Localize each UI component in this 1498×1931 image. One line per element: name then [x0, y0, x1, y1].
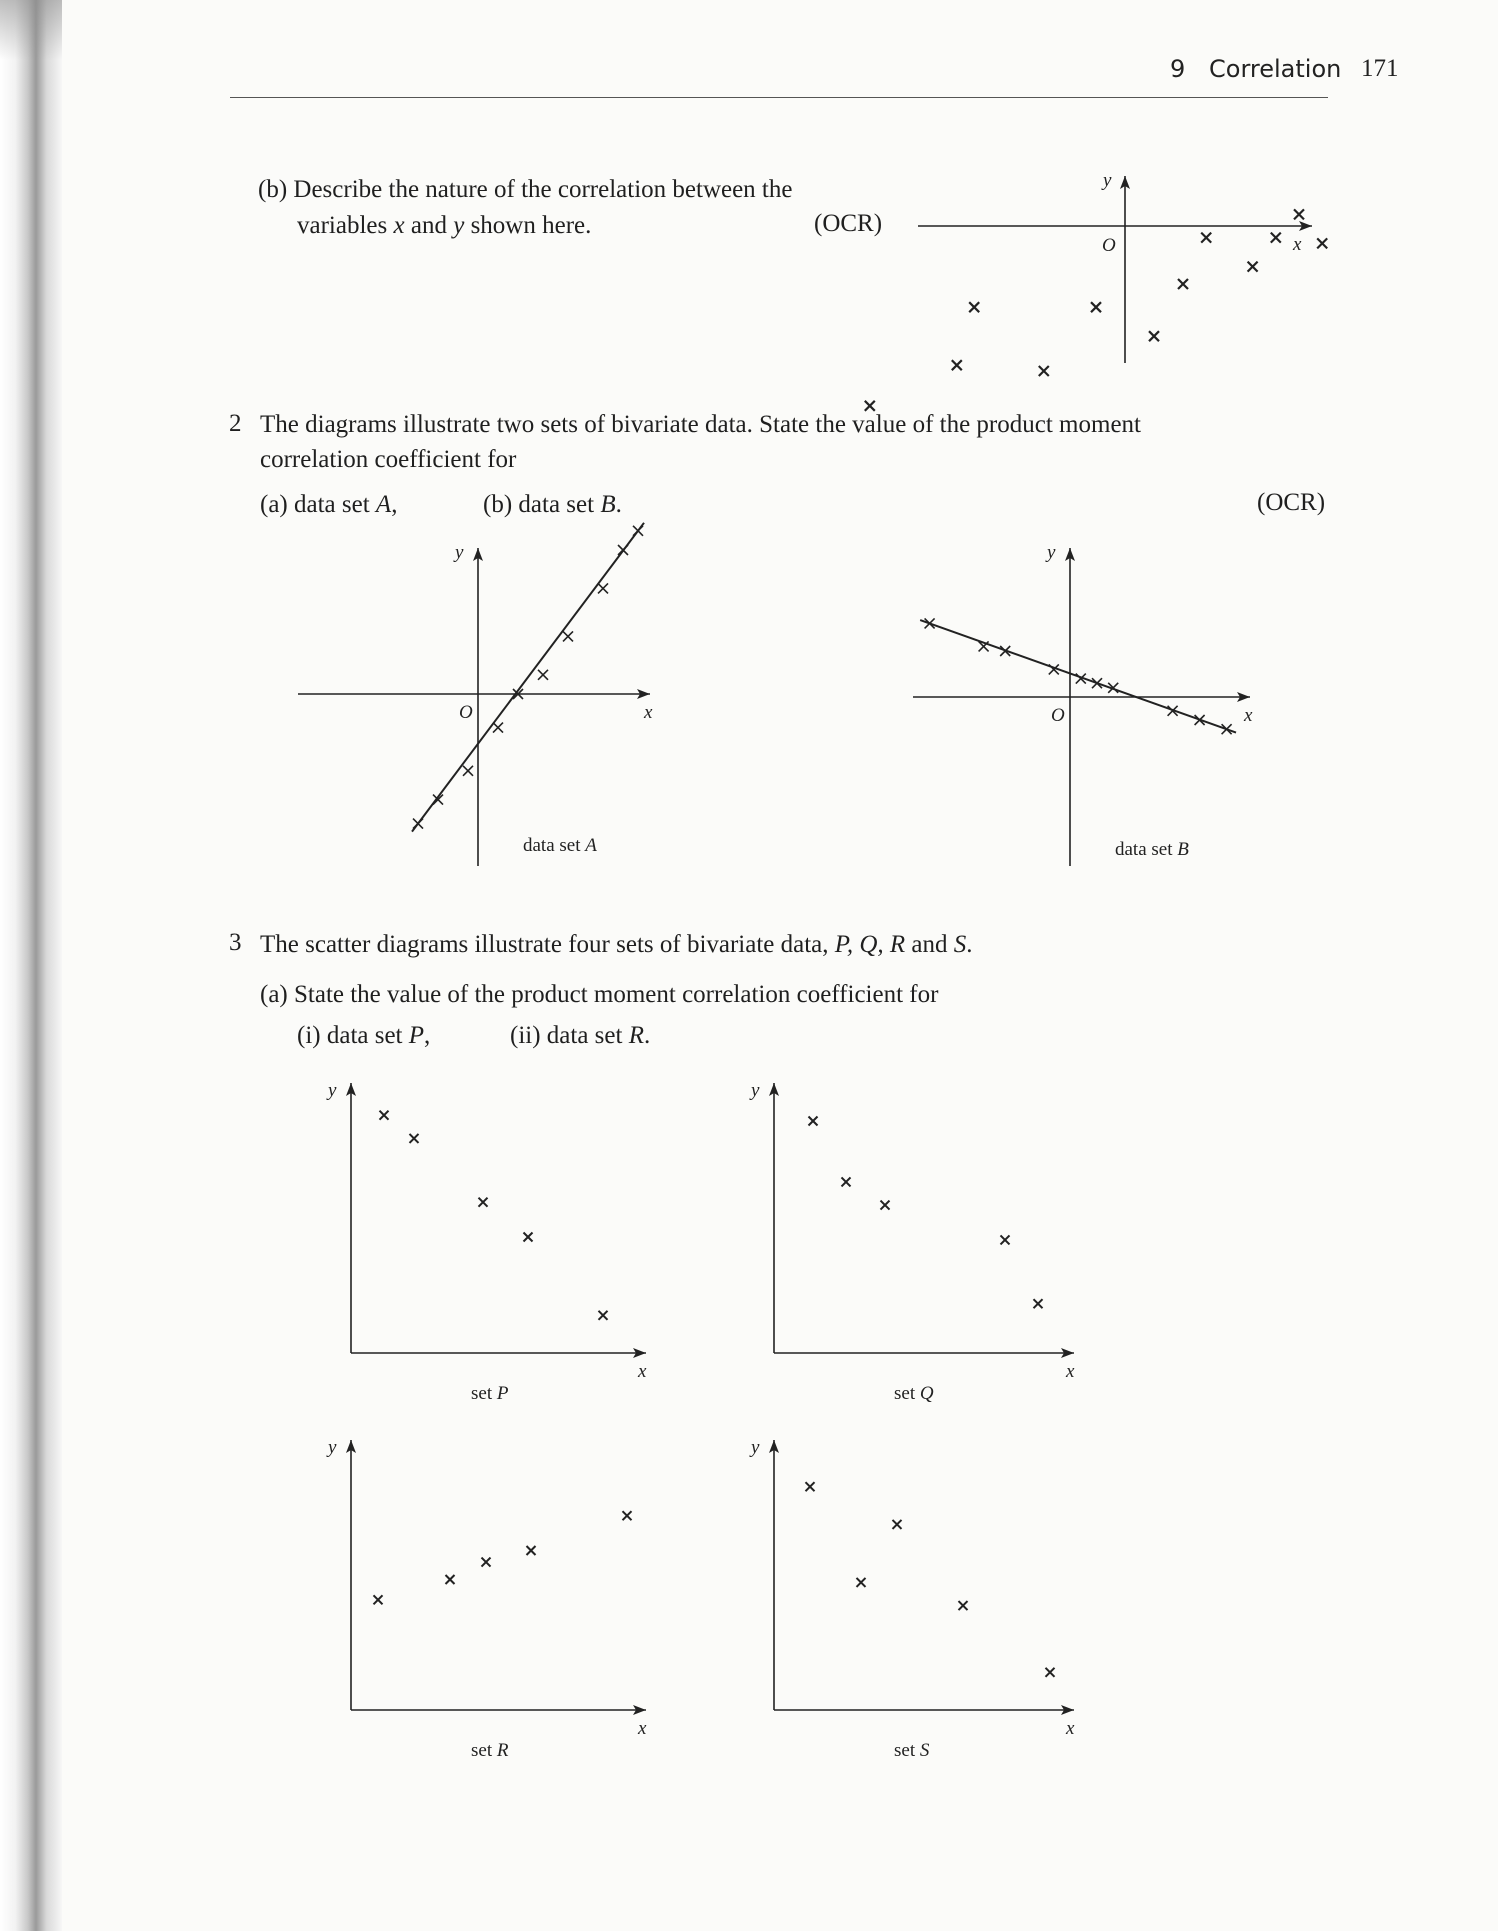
set-r-point-1: [446, 1575, 455, 1584]
set-q-y-label: y: [751, 1080, 760, 1101]
q1b-point-7: [1201, 233, 1211, 243]
q2-part-a: (a) data set A,: [260, 491, 398, 518]
q1b-point-3: [1039, 366, 1049, 376]
set-s-caption: set S: [894, 1740, 930, 1761]
data-set-b-point-9: [1222, 724, 1232, 734]
data-set-a-point-9: [633, 526, 643, 536]
q3-sub-i: (i) data set P,: [297, 1022, 431, 1049]
set-p-point-2: [479, 1198, 488, 1207]
set-r-caption: set R: [471, 1740, 509, 1761]
data-set-b-point-0: [925, 618, 935, 628]
q3-sub-ii: (ii) data set R.: [510, 1022, 651, 1049]
q2-number: 2: [229, 410, 242, 437]
q2-part-b: (b) data set B.: [483, 491, 622, 518]
q3-line1: The scatter diagrams illustrate four sets of bivariate data, P, Q, R and S.: [260, 931, 973, 958]
data-set-a-point-7: [598, 583, 608, 593]
set-r-x-label: x: [638, 1718, 647, 1739]
set-q-x-label: x: [1066, 1361, 1075, 1382]
set-q-point-2: [881, 1201, 890, 1210]
set-r-point-3: [527, 1546, 536, 1555]
q2-line2: correlation coefficient for: [260, 446, 517, 473]
set-p-caption: set P: [471, 1383, 509, 1404]
q3-part-a: (a) State the value of the product moment correlation coefficient for: [260, 981, 939, 1008]
set-q-point-0: [809, 1117, 818, 1126]
q1b-point-4: [1091, 302, 1101, 312]
set-q-caption: set Q: [894, 1383, 934, 1404]
data-set-b-caption: data set B: [1115, 839, 1189, 860]
q1b-y-label: y: [1103, 170, 1112, 191]
q1b-x-label: x: [1293, 234, 1302, 255]
data-set-a-caption: data set A: [523, 835, 597, 856]
q1b-point-5: [1149, 331, 1159, 341]
q1b-point-11: [1317, 238, 1327, 248]
q1b-line2: variables x and y shown here.: [297, 212, 592, 239]
set-r-point-4: [623, 1511, 632, 1520]
data-set-a-fit-line: [412, 523, 644, 832]
set-s-point-1: [857, 1578, 866, 1587]
set-p-y-label: y: [328, 1080, 337, 1101]
data-set-a-point-8: [618, 545, 628, 555]
set-s-y-label: y: [751, 1437, 760, 1458]
q1b-source: (OCR): [814, 210, 883, 237]
page-number: 171: [1361, 55, 1399, 82]
data-set-b-x-label: x: [1244, 705, 1253, 726]
set-p-point-3: [524, 1233, 533, 1242]
q1b-label: (b): [258, 176, 288, 203]
q1b-point-2: [969, 302, 979, 312]
set-r-point-0: [374, 1595, 383, 1604]
set-r-y-label: y: [328, 1437, 337, 1458]
q1b-point-1: [952, 360, 962, 370]
data-set-b-origin-label: O: [1051, 705, 1065, 726]
chapter-number: 9: [1170, 55, 1186, 83]
set-p-point-4: [599, 1311, 608, 1320]
data-set-a-origin-label: O: [459, 702, 473, 723]
set-s-point-4: [1046, 1668, 1055, 1677]
set-p-point-1: [410, 1134, 419, 1143]
data-set-a-point-0: [413, 819, 423, 829]
q2-line1: The diagrams illustrate two sets of bivariate data. State the value of the product moment: [260, 411, 1141, 438]
chapter-title: Correlation: [1209, 55, 1342, 83]
set-s-x-label: x: [1066, 1718, 1075, 1739]
set-q-point-4: [1034, 1299, 1043, 1308]
set-q-point-1: [842, 1177, 851, 1186]
data-set-a-point-5: [538, 670, 548, 680]
data-set-b-point-5: [1092, 678, 1102, 688]
set-q-point-3: [1001, 1235, 1010, 1244]
data-set-a-point-6: [563, 631, 573, 641]
q1b-point-9: [1271, 233, 1281, 243]
q1b-point-6: [1178, 279, 1188, 289]
data-set-a-point-2: [463, 766, 473, 776]
q1b-point-10: [1294, 209, 1304, 219]
set-s-point-0: [806, 1482, 815, 1491]
set-p-point-0: [380, 1111, 389, 1120]
data-set-b-y-label: y: [1047, 542, 1056, 563]
q1b-origin-label: O: [1102, 235, 1116, 256]
set-r-point-2: [482, 1558, 491, 1567]
q1b-line1: (b) Describe the nature of the correlation between the: [258, 176, 793, 203]
data-set-a-x-label: x: [644, 702, 653, 723]
data-set-a-point-3: [493, 723, 503, 733]
data-set-a-y-label: y: [455, 542, 464, 563]
q2-source: (OCR): [1257, 489, 1326, 516]
set-p-x-label: x: [638, 1361, 647, 1382]
set-s-point-2: [893, 1520, 902, 1529]
q1b-point-8: [1248, 262, 1258, 272]
q3-number: 3: [229, 929, 242, 956]
set-s-point-3: [959, 1601, 968, 1610]
